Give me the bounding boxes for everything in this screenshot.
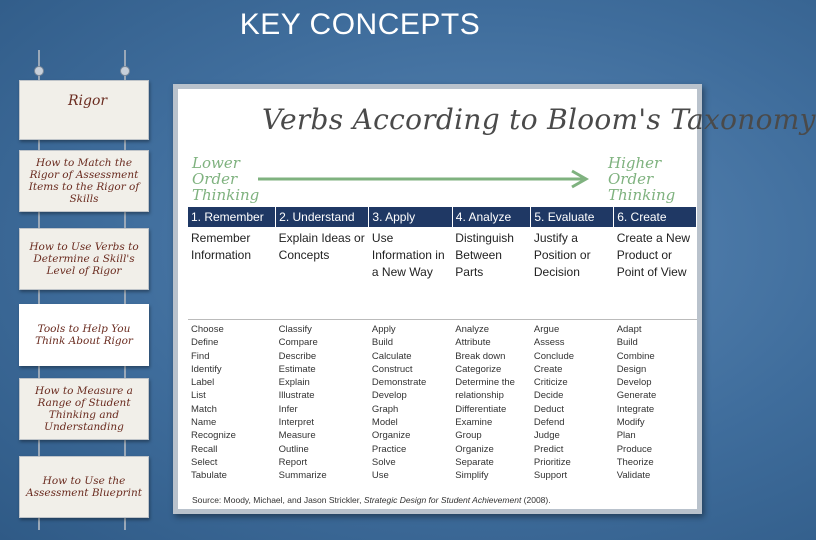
verb-item: Graph bbox=[371, 403, 399, 415]
verb-item: Examine bbox=[455, 417, 493, 429]
description-row bbox=[188, 227, 697, 320]
sidebar-card-label: How to Measure a Range of Student Thinking and Understanding bbox=[35, 385, 133, 433]
verb-item: Separate bbox=[455, 456, 494, 468]
whiteboard bbox=[173, 84, 816, 514]
verb-item: Choose bbox=[191, 324, 224, 335]
verb-item: Apply bbox=[371, 324, 396, 335]
verb-item: Construct bbox=[371, 363, 413, 375]
sidebar-card-label: How to Match the Rigor of Assessment Items to the Rigor of Skills bbox=[28, 157, 140, 205]
verb-item: Assess bbox=[533, 337, 565, 349]
verb-item: Calculate bbox=[371, 350, 412, 362]
verb-item: Simplify bbox=[455, 470, 489, 482]
verb-item: Recognize bbox=[191, 430, 236, 442]
verbs-cell bbox=[452, 320, 531, 486]
verb-item: Develop bbox=[371, 390, 407, 402]
description-cell: Explain Ideas or Concepts bbox=[276, 227, 369, 320]
description-cell: Justify a Position or Decision bbox=[531, 227, 614, 320]
column-header: 6. Create bbox=[614, 207, 697, 227]
verb-item: Support bbox=[533, 470, 568, 482]
source-suffix: (2008). bbox=[521, 495, 551, 505]
sidebar-card-use-verbs[interactable] bbox=[19, 228, 149, 290]
verb-item: Conclude bbox=[533, 350, 575, 362]
verb-item: Attribute bbox=[455, 337, 491, 349]
verb-item: Decide bbox=[533, 390, 564, 402]
verb-item: Create bbox=[533, 363, 563, 375]
sidebar-card-rigor[interactable] bbox=[19, 80, 149, 140]
verb-item: Predict bbox=[533, 443, 564, 455]
verb-item: Organize bbox=[455, 443, 494, 455]
verb-item: Describe bbox=[278, 350, 317, 362]
source-citation bbox=[192, 495, 551, 505]
verb-item: Summarize bbox=[278, 470, 327, 482]
verb-item: Deduct bbox=[533, 403, 564, 415]
verb-item: Practice bbox=[371, 443, 407, 455]
verbs-row bbox=[188, 320, 697, 486]
verb-item: Integrate bbox=[616, 403, 655, 415]
lower-order-label: Lower Order Thinking bbox=[192, 154, 260, 204]
verb-item: Design bbox=[616, 363, 647, 375]
verb-item: Build bbox=[371, 337, 394, 349]
pin-icon bbox=[120, 66, 130, 76]
verb-item: Validate bbox=[616, 470, 651, 482]
verbs-cell bbox=[531, 320, 614, 486]
verb-item: Prioritize bbox=[533, 456, 571, 468]
verb-item: Argue bbox=[533, 324, 560, 335]
verb-item: Generate bbox=[616, 390, 657, 402]
verb-item: Use bbox=[371, 470, 389, 482]
verb-item: Break down bbox=[455, 350, 506, 362]
board-title: Verbs According to Bloom's Taxonomy bbox=[262, 103, 816, 136]
verb-item: Demonstrate bbox=[371, 377, 427, 389]
verb-item: Analyze bbox=[455, 324, 490, 335]
verb-item: Modify bbox=[616, 417, 645, 429]
verb-item: Tabulate bbox=[191, 470, 227, 482]
verb-item: Model bbox=[371, 417, 398, 429]
verb-item: Report bbox=[278, 456, 308, 468]
verb-item: Measure bbox=[278, 430, 316, 442]
verb-item: Categorize bbox=[455, 363, 502, 375]
description-cell: Use Information in a New Way bbox=[369, 227, 452, 320]
source-book-title: Strategic Design for Student Achievement bbox=[363, 495, 522, 505]
verb-item: Define bbox=[191, 337, 219, 349]
higher-order-label: Higher Order Thinking bbox=[608, 154, 676, 204]
verb-item: Estimate bbox=[278, 363, 316, 375]
sidebar bbox=[0, 0, 160, 540]
bloom-verbs-table bbox=[188, 207, 697, 486]
verb-item: Match bbox=[191, 403, 217, 415]
sidebar-card-label: Rigor bbox=[68, 93, 108, 109]
verb-item: Plan bbox=[616, 430, 636, 442]
verb-item: Label bbox=[191, 377, 215, 389]
verb-item: Recall bbox=[191, 443, 218, 455]
verb-item: Classify bbox=[278, 324, 312, 335]
column-header: 4. Analyze bbox=[452, 207, 531, 227]
verbs-cell bbox=[276, 320, 369, 486]
verbs-cell bbox=[188, 320, 276, 486]
verb-item: Explain bbox=[278, 377, 310, 389]
verb-item: Produce bbox=[616, 443, 653, 455]
verbs-cell bbox=[614, 320, 697, 486]
verb-item: List bbox=[191, 390, 206, 402]
verb-item: Criticize bbox=[533, 377, 568, 389]
verb-item: Outline bbox=[278, 443, 309, 455]
table-header-row bbox=[188, 207, 697, 227]
column-header: 3. Apply bbox=[369, 207, 452, 227]
verb-item: Adapt bbox=[616, 324, 642, 335]
source-prefix: Source: Moody, Michael, and Jason Strickler, bbox=[192, 495, 364, 505]
column-header: 5. Evaluate bbox=[531, 207, 614, 227]
verb-item: Defend bbox=[533, 417, 565, 429]
verb-item: Theorize bbox=[616, 456, 654, 468]
verb-item: Combine bbox=[616, 350, 655, 362]
column-header: 2. Understand bbox=[276, 207, 369, 227]
verb-item: Name bbox=[191, 417, 217, 429]
verb-item: Infer bbox=[278, 403, 298, 415]
arrow-right-icon bbox=[258, 169, 598, 189]
verb-item: Group bbox=[455, 430, 482, 442]
sidebar-card-label: How to Use the Assessment Blueprint bbox=[26, 475, 142, 499]
sidebar-card-blueprint[interactable] bbox=[19, 456, 149, 518]
verb-item: Differentiate bbox=[455, 403, 507, 415]
description-cell: Remember Information bbox=[188, 227, 276, 320]
sidebar-card-tools[interactable] bbox=[19, 304, 149, 366]
slide-title: KEY CONCEPTS bbox=[239, 8, 481, 41]
verb-item: Interpret bbox=[278, 417, 315, 429]
sidebar-card-measure-range[interactable] bbox=[19, 378, 149, 440]
verb-item: Find bbox=[191, 350, 210, 362]
verb-item: Select bbox=[191, 456, 218, 468]
sidebar-card-label: Tools to Help You Think About Rigor bbox=[35, 323, 133, 347]
description-cell: Distinguish Between Parts bbox=[452, 227, 531, 320]
sidebar-card-match-rigor[interactable] bbox=[19, 150, 149, 212]
verb-item: Solve bbox=[371, 456, 396, 468]
description-cell: Create a New Product or Point of View bbox=[614, 227, 697, 320]
verb-item: Compare bbox=[278, 337, 318, 349]
verb-item: Identify bbox=[191, 363, 222, 375]
verb-item: Organize bbox=[371, 430, 411, 442]
verb-item: Illustrate bbox=[278, 390, 315, 402]
verb-item: Build bbox=[616, 337, 638, 349]
sidebar-card-label: How to Use Verbs to Determine a Skill's Level of Rigor bbox=[29, 241, 139, 277]
verb-item: Judge bbox=[533, 430, 560, 442]
column-header: 1. Remember bbox=[188, 207, 276, 227]
pin-icon bbox=[34, 66, 44, 76]
verb-item: Develop bbox=[616, 377, 652, 389]
verbs-cell bbox=[369, 320, 452, 486]
verb-item: Determine the relationship bbox=[455, 377, 515, 402]
